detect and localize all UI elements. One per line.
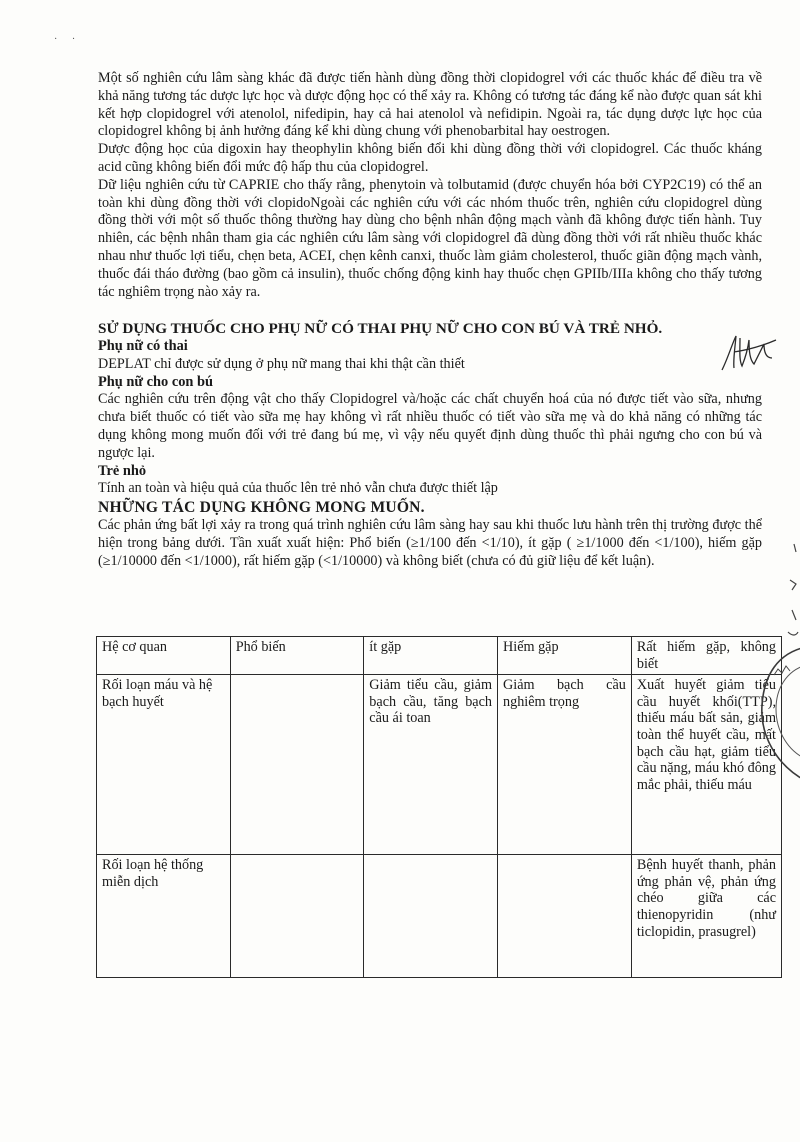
table-header-cell: Hiếm gặp [498, 637, 632, 675]
table-cell [498, 855, 632, 978]
pregnant-heading: Phụ nữ có thai [98, 338, 188, 355]
table-header-row [97, 637, 782, 675]
adverse-effects-intro: Các phản ứng bất lợi xảy ra trong quá trình nghiên cứu lâm sàng hay sau khi thuốc lưu hành trên thị trường được thể hiện trong bảng dưới. Tần xuất xuất hiện: Phổ biến (≥1/100 đến <1/10), ít gặp ( ≥1/1000 đến <1/100), hiếm gặp (≥1/10000 đến <1/1000), rất hiếm gặp (<1/10000) và không biết (chưa có đủ giữ liệu để kết luận). [98, 516, 762, 569]
scan-dots: · · [54, 34, 82, 45]
table-cell: Rối loạn máu và hệ bạch huyết [97, 675, 231, 855]
interaction-paragraph-3: Dữ liệu nghiên cứu từ CAPRIE cho thấy rằng, phenytoin và tolbutamid (được chuyển hóa bởi CYP2C19) có thể an toàn khi dùng đồng thời với clopidoNgoài các nghiên cứu với các nhóm thuốc trên, nghiên cứu clopidogrel dùng đồng thời với một số thuốc thông thường hay dùng cho bệnh nhân động mạch vành đã không được tiến hành. Tuy nhiên, các bệnh nhân tham gia các nghiên cứu lâm sàng với clopidogrel đã dùng đồng thời với rất nhiều thuốc khác nhau như thuốc lợi tiểu, chẹn beta, ACEI, chẹn kênh canxi, thuốc làm giảm cholesterol, thuốc giãn động mạch vành, thuốc đái tháo đường (bao gồm cả insulin), thuốc chống động kinh hay thuốc chẹn GPIIb/IIIa không cho thấy tương tác nghiêm trọng nào xảy ra. [98, 176, 762, 300]
table-cell: Giảm bạch cầu nghiêm trọng [498, 675, 632, 855]
table-header-cell: Phổ biến [230, 637, 364, 675]
table-row [97, 675, 782, 855]
table-header-cell: Hệ cơ quan [97, 637, 231, 675]
table-cell [230, 675, 364, 855]
table-cell: Giảm tiểu cầu, giảm bạch cầu, tăng bạch cầu ái toan [364, 675, 498, 855]
table-row [97, 855, 782, 978]
children-heading: Trẻ nhỏ [98, 462, 147, 479]
table-cell: Rối loạn hệ thống miễn dịch [97, 855, 231, 978]
interaction-paragraph-1: Một số nghiên cứu lâm sàng khác đã được tiến hành dùng đồng thời clopidogrel với các thuốc khác để điều tra về khả năng tương tác dược lực học và dược động học có thể xảy ra. Không có tương tác đáng kể nào được quan sát khi kết hợp clopidogrel với atenolol, nifedipin, hay cả hai atenolol và nefidipin. Ngoài ra, tác dụng dược lực học của clopidogrel không bị ảnh hưởng đáng kể khi dùng chung với phenobarbital hay oestrogen. [98, 70, 762, 140]
table-header-cell: ít gặp [364, 637, 498, 675]
pregnant-text: DEPLAT chỉ được sử dụng ở phụ nữ mang thai khi thật cần thiết [98, 355, 465, 372]
table-cell [230, 855, 364, 978]
table-cell [364, 855, 498, 978]
table-cell: Xuất huyết giảm tiểu cầu huyết khối(TTP), thiếu máu bất sản, giảm toàn thể huyết cầu, mất bạch cầu hạt, giảm tiểu cầu nặng, máu khó đông mắc phải, thiếu máu [631, 675, 781, 855]
edge-marks [780, 540, 800, 650]
page-content [98, 70, 762, 570]
signature-mark [718, 330, 780, 376]
interaction-paragraph-2: Dược động học của digoxin hay theophylin không biến đổi khi dùng đồng thời với clopidogrel. Các thuốc kháng acid cũng không biến đổi mức độ hấp thu của clopidogrel. [98, 141, 762, 175]
nursing-text: Các nghiên cứu trên động vật cho thấy Clopidogrel và/hoặc các chất chuyển hoá của nó được tiết vào sữa, nhưng chưa biết thuốc có tiết vào sữa mẹ hay không vì rất nhiều thuốc có tiết vào sữa mẹ và do khả năng có những tác dụng không mong muốn đối với trẻ đang bú mẹ, vì vậy nếu quyết định dùng thuốc thì phải ngưng cho con bú và ngược lại. [98, 391, 762, 461]
stamp-fragment [748, 645, 800, 785]
adverse-effects-title: NHỮNG TÁC DỤNG KHÔNG MONG MUỐN. [98, 498, 425, 516]
nursing-heading: Phụ nữ cho con bú [98, 373, 214, 390]
pregnancy-section-title: SỬ DỤNG THUỐC CHO PHỤ NỮ CÓ THAI PHỤ NỮ CHO CON BÚ VÀ TRẺ NHỎ. [98, 320, 663, 338]
table-header-cell: Rất hiếm gặp, không biết [631, 637, 781, 675]
adverse-effects-table [96, 636, 782, 978]
table-cell: Bệnh huyết thanh, phản ứng phản vệ, phản ứng chéo giữa các thienopyridin (như ticlopidin, prasugrel) [631, 855, 781, 978]
children-text: Tính an toàn và hiệu quả của thuốc lên trẻ nhỏ vẫn chưa được thiết lập [98, 480, 498, 497]
